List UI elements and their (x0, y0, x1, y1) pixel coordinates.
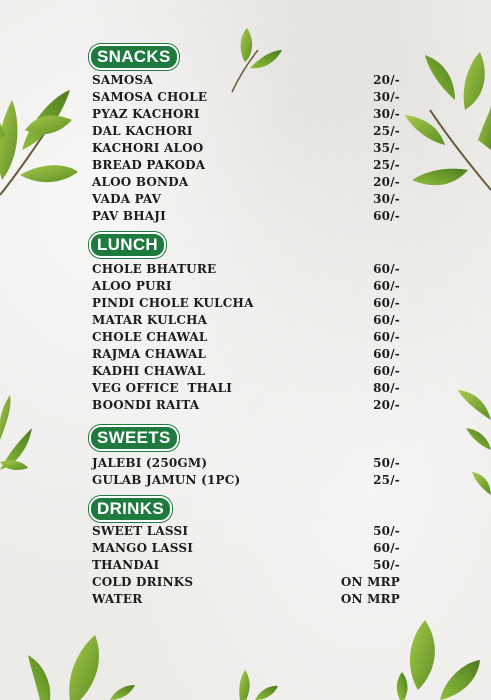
item-name: ALOO PURI (92, 279, 172, 293)
item-price: 30/- (373, 107, 400, 121)
item-price: 20/- (373, 73, 400, 87)
menu-item (92, 330, 400, 347)
menu-item (92, 90, 400, 107)
item-price: ON MRP (340, 575, 400, 589)
menu-item (92, 541, 400, 558)
menu-item (92, 575, 400, 592)
item-name: DAL KACHORI (92, 124, 193, 138)
menu-item (92, 279, 400, 296)
item-name: BOONDI RAITA (92, 398, 200, 412)
menu-item (92, 347, 400, 364)
item-name: JALEBI (250GM) (92, 456, 208, 470)
menu-item (92, 124, 400, 141)
item-name: CHOLE CHAWAL (92, 330, 208, 344)
menu-item (92, 364, 400, 381)
item-price: 60/- (373, 347, 400, 361)
item-name: BREAD PAKODA (92, 158, 206, 172)
menu-item (92, 456, 400, 473)
item-price: 80/- (373, 381, 400, 395)
item-price: 50/- (373, 558, 400, 572)
item-price: 60/- (373, 209, 400, 223)
item-price: 30/- (373, 90, 400, 104)
item-name: SWEET LASSI (92, 524, 189, 538)
item-price: 35/- (373, 141, 400, 155)
item-name: THANDAI (92, 558, 160, 572)
lunch-heading: LUNCH (89, 232, 166, 258)
item-price: 60/- (373, 313, 400, 327)
item-name: KADHI CHAWAL (92, 364, 206, 378)
menu-item (92, 107, 400, 124)
item-name: SAMOSA CHOLE (92, 90, 208, 104)
menu-item (92, 73, 400, 90)
item-price: 50/- (373, 456, 400, 470)
menu-item (92, 398, 400, 415)
item-name: KACHORI ALOO (92, 141, 204, 155)
item-price: 20/- (373, 175, 400, 189)
menu-item (92, 175, 400, 192)
item-name: PAV BHAJI (92, 209, 166, 223)
item-name: CHOLE BHATURE (92, 262, 217, 276)
item-price: ON MRP (340, 592, 400, 606)
menu-item (92, 296, 400, 313)
item-name: PINDI CHOLE KULCHA (92, 296, 254, 310)
item-name: GULAB JAMUN (1PC) (92, 473, 241, 487)
menu-item (92, 192, 400, 209)
item-price: 60/- (373, 296, 400, 310)
item-price: 50/- (373, 524, 400, 538)
item-price: 60/- (373, 541, 400, 555)
item-name: VEG OFFICE THALI (92, 381, 233, 395)
item-price: 25/- (373, 158, 400, 172)
menu-item (92, 209, 400, 226)
menu-item (92, 141, 400, 158)
item-name: ALOO BONDA (92, 175, 189, 189)
menu-item (92, 381, 400, 398)
menu-item (92, 313, 400, 330)
item-name: SAMOSA (92, 73, 153, 87)
menu-item (92, 558, 400, 575)
item-price: 30/- (373, 192, 400, 206)
menu-item (92, 524, 400, 541)
item-price: 25/- (373, 124, 400, 138)
item-name: WATER (92, 592, 143, 606)
item-name: COLD DRINKS (92, 575, 194, 589)
item-name: MANGO LASSI (92, 541, 194, 555)
sweets-heading: SWEETS (89, 425, 179, 451)
menu-item (92, 592, 400, 609)
snacks-heading: SNACKS (89, 44, 179, 70)
drinks-heading: DRINKS (89, 496, 172, 522)
menu-item (92, 473, 400, 490)
item-name: RAJMA CHAWAL (92, 347, 207, 361)
menu-item (92, 262, 400, 279)
item-name: PYAZ KACHORI (92, 107, 200, 121)
item-price: 60/- (373, 279, 400, 293)
item-name: VADA PAV (92, 192, 162, 206)
item-price: 25/- (373, 473, 400, 487)
item-price: 60/- (373, 364, 400, 378)
menu-item (92, 158, 400, 175)
item-price: 20/- (373, 398, 400, 412)
item-price: 60/- (373, 330, 400, 344)
item-price: 60/- (373, 262, 400, 276)
item-name: MATAR KULCHA (92, 313, 208, 327)
